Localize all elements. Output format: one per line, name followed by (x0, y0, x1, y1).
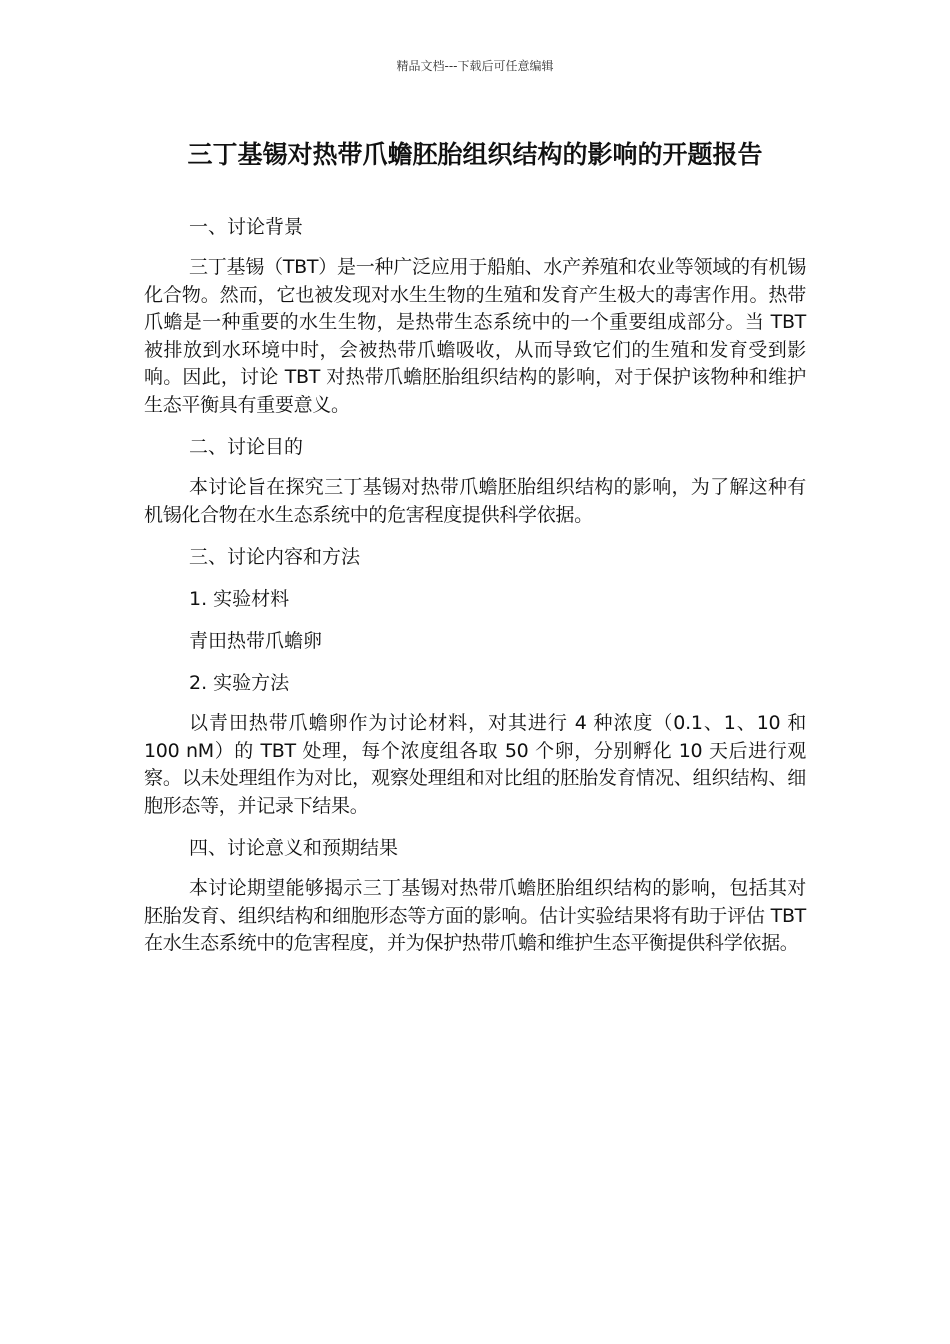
paragraph-background: 三丁基锡（TBT）是一种广泛应用于船舶、水产养殖和农业等领域的有机锡化合物。然而，它也被发现对水生生物的生殖和发育产生极大的毒害作用。热带爪蟾是一种重要的水生生物，是热带生态系统中的一个重要组成部分。当 TBT 被排放到水环境中时，会被热带爪蟾吸收，从而导致它们的生殖和发育受到影响。因此，讨论 TBT 对热带爪蟾胚胎组织结构的影响，对于保护该物种和维护生态平衡具有重要意义。 (144, 256, 806, 416)
section-heading-background: 一、讨论背景 (189, 216, 304, 238)
section-heading-significance: 四、讨论意义和预期结果 (189, 837, 399, 859)
document-body (144, 212, 806, 971)
section-heading-methods: 三、讨论内容和方法 (189, 546, 361, 568)
header-note: 精品文档---下载后可任意编辑 (396, 59, 554, 73)
document-title: 三丁基锡对热带爪蟾胚胎组织结构的影响的开题报告 (187, 140, 763, 169)
paragraph-significance: 本讨论期望能够揭示三丁基锡对热带爪蟾胚胎组织结构的影响，包括其对胚胎发育、组织结构和细胞形态等方面的影响。估计实验结果将有助于评估 TBT 在水生态系统中的危害程度，并为保护热带爪蟾和维护生态平衡提供科学依据。 (144, 877, 806, 954)
subheading-method: 2. 实验方法 (189, 672, 290, 694)
section-heading-purpose: 二、讨论目的 (189, 436, 304, 458)
paragraph-method: 以青田热带爪蟾卵作为讨论材料，对其进行 4 种浓度（0.1、1、10 和 100 nM）的 TBT 处理，每个浓度组各取 50 个卵，分别孵化 10 天后进行观察。以未处理组作为对比，观察处理组和对比组的胚胎发育情况、组织结构、细胞形态等，并记录下结果。 (144, 712, 806, 817)
subheading-materials: 1. 实验材料 (189, 588, 290, 610)
paragraph-purpose: 本讨论旨在探究三丁基锡对热带爪蟾胚胎组织结构的影响，为了解这种有机锡化合物在水生态系统中的危害程度提供科学依据。 (144, 476, 806, 526)
materials-text: 青田热带爪蟾卵 (189, 630, 323, 652)
